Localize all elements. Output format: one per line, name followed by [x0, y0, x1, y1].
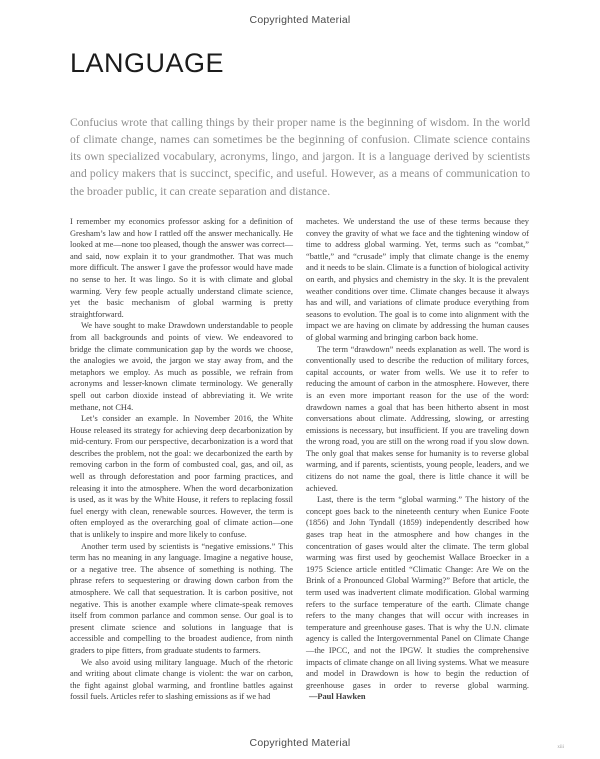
- page-number: xiii: [557, 745, 564, 750]
- paragraph: machetes. We understand the use of these terms because they convey the gravity of what we face and the tightening window of time to address global warming. Yet, terms such as “combat,” “battle,” and “crusade” imply that climate change is the enemy and it needs to be slain. Climate is a function of biological activity on earth, and physics and chemistry in the sky. It is the prevalent weather conditions over time. Climate changes because it always has and will, and variations of climate produce everything from seasons to evolution. The goal is to come into alignment with the impact we are having on climate by addressing the human causes of global warming and bringing carbon back home.: [306, 217, 529, 342]
- body-columns: [70, 216, 530, 703]
- paragraph: I remember my economics professor asking for a definition of Gresham’s law and how I rattled off the answer mechanically. He looked at me—none too pleased, though the answer was correct—and said, now explain it to your grandmother. That was much more difficult. The answer I gave the professor would have made no sense to her. It was lingo. So it is with climate and global warming. Very few people actually understand climate science, yet the basic mechanism of global warming is pretty straightforward.: [70, 217, 293, 319]
- paragraph: Another term used by scientists is “negative emissions.” This term has no meaning in any language. Imagine a negative house, or a negative tree. The absence of something is nothing. The phrase refers to sequestering or drawing down carbon from the atmosphere. We call that sequestration. It is carbon positive, not negative. This is another example where climate-speak removes itself from common parlance and common sense. Our goal is to present climate science and solutions in language that is accessible and compelling to the broadest audience, from ninth graders to pipe fitters, from graduate students to farmers.: [70, 541, 293, 655]
- copyright-notice-top: Copyrighted Material: [249, 14, 351, 26]
- body-column-right: [306, 216, 529, 703]
- body-column-left: [70, 216, 293, 703]
- paragraph: [306, 494, 529, 703]
- epigraph: Confucius wrote that calling things by their proper name is the beginning of wisdom. In the world of climate change, names can sometimes be the beginning of confusion. Climate science contains its own specialized vocabulary, acronyms, lingo, and jargon. It is a language derived by scientists and policy makers that is succinct, specific, and useful. However, as a means of communication to the broader public, it can create separation and distance.: [70, 116, 530, 198]
- paragraph-text: Last, there is the term “global warming.” The history of the concept goes back to the nineteenth century when Eunice Foote (1856) and John Tyndall (1859) independently described how gases trap heat in the atmosphere and how changes in the concentration of gases would alter the climate. The term global warming was first used by geochemist Wallace Broecker in a 1975 Science article entitled “Climatic Change: Are We on the Brink of a Pronounced Global Warming?” Before that article, the term used was inadvertent climate modification. Global warming refers to the surface temperature of the earth. Climate change refers to the many changes that will occur with increases in temperature and greenhouse gases. That is why the U.N. climate agency is called the Intergovernmental Panel on Climate Change—the IPCC, and not the IPGW. It studies the comprehensive impacts of climate change on all living systems. What we measure and model in Drawdown is how to begin the reduction of greenhouse gases in order to reverse global warming.: [306, 495, 529, 690]
- paragraph: The term “drawdown” needs explanation as well. The word is conventionally used to describe the reduction of military forces, capital accounts, or water from wells. We use it to refer to reducing the amount of carbon in the atmosphere. However, there is an even more important reason for the use of the word: drawdown names a goal that has been hitherto absent in most conversations about climate. Addressing, slowing, or arresting emissions is necessary, but insufficient. If you are traveling down the wrong road, you are still on the wrong road if you slow down. The only goal that makes sense for humanity is to reverse global warming, and if parents, scientists, young people, leaders, and we citizens do not name the goal, there is little chance it will be achieved.: [306, 344, 529, 493]
- author-byline: —Paul Hawken: [309, 692, 366, 702]
- copyright-notice-bottom: Copyrighted Material: [249, 737, 351, 749]
- paragraph: Let’s consider an example. In November 2016, the White House released its strategy for achieving deep decarbonization by mid-century. From our perspective, decarbonization is a word that describes the problem, not the goal: we decarbonized the earth by removing carbon in the form of combusted coal, gas, and oil, as well as through deforestation and poor farming practices, and releasing it into the atmosphere. When the word decarbonization is used, as it was by the White House, it refers to replacing fossil fuel energy with clean, renewable sources. However, the term is often employed as the overarching goal of climate action—one that is unlikely to inspire and more likely to confuse.: [70, 414, 293, 540]
- paragraph: We have sought to make Drawdown understandable to people from all backgrounds and points of view. We endeavored to bridge the climate communication gap by the words we choose, the analogies we avoid, the jargon we stay away from, and the metaphors we employ. As much as possible, we refrain from acronyms and lesser-known climate terminology. We generally spell out carbon dioxide instead of abbreviating it. We write methane, not CH4.: [70, 321, 293, 412]
- page-title: LANGUAGE: [70, 48, 225, 79]
- paragraph: We also avoid using military language. Much of the rhetoric and writing about climate change is violent: the war on carbon, the fight against global warming, and frontline battles against fossil fuels. Articles refer to slashing emissions as if we had: [70, 657, 293, 702]
